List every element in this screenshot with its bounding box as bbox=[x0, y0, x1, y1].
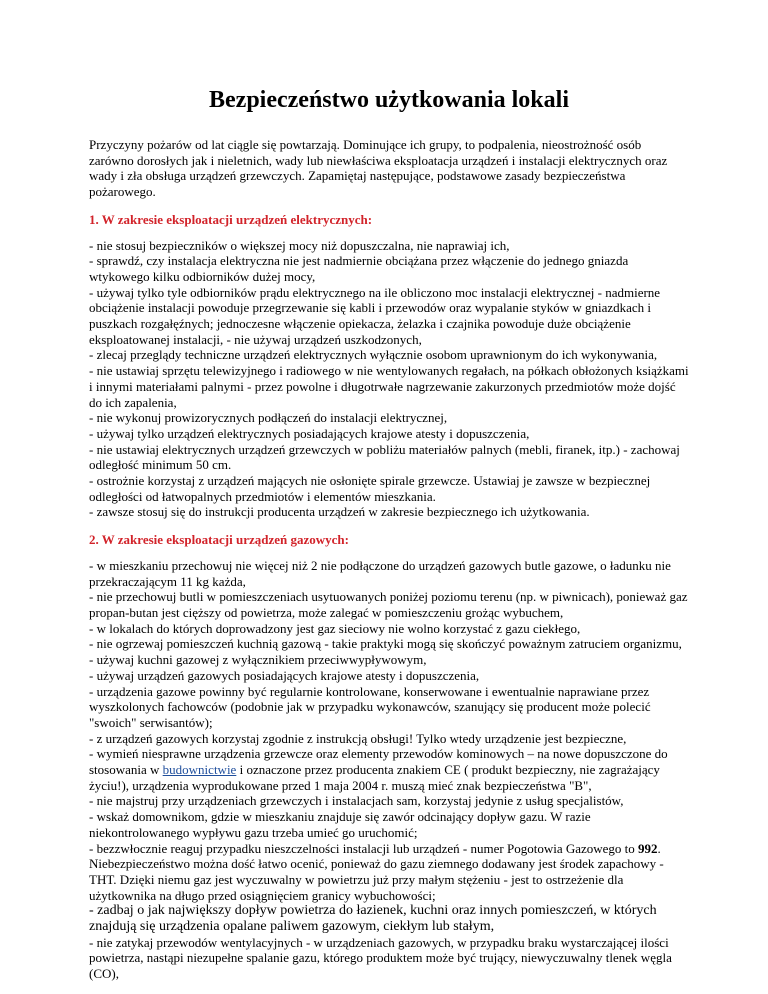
list-item: - ostrożnie korzystaj z urządzeń mających nie osłonięte spirale grzewcze. Ustawiaj je zawsze w bezpiecznej odległości od łatwopalnych przedmiotów i elementów mieszkania. bbox=[89, 473, 651, 504]
list-item-replace bbox=[89, 746, 689, 793]
section1-list bbox=[89, 238, 689, 521]
list-item: - sprawdź, czy instalacja elektryczna nie jest nadmiernie obciążana przez włączenie do jednego gniazda wtykowego kilku odbiorników dużej mocy, bbox=[89, 253, 629, 284]
budownictwo-link[interactable]: budownictwie bbox=[162, 762, 237, 778]
section2-list bbox=[89, 558, 689, 982]
list-item: - zawsze stosuj się do instrukcji producenta urządzeń w zakresie bezpiecznego ich użytkowania. bbox=[89, 504, 590, 520]
list-item: - nie zatykaj przewodów wentylacyjnych - w urządzeniach gazowych, w przypadku braku wystarczającej ilości powietrza, nastąpi niezupełne spalanie gazu, którego produktem może być trujący, niewyczuwalny tlenek węgla (CO), bbox=[89, 934, 672, 982]
list-item: - urządzenia gazowe powinny być regularnie kontrolowane, konserwowane i ewentualnie naprawiane przez wyszkolonych fachowców (podobnie jak w przypadku wykonawców, szanujący się producent może polecić "swoich" serwisantów); bbox=[89, 683, 651, 730]
list-item: - w lokalach do których doprowadzony jest gaz sieciowy nie wolno korzystać z gazu ciekłego, bbox=[89, 620, 581, 636]
intro-paragraph: Przyczyny pożarów od lat ciągle się powtarzają. Dominujące ich grupy, to podpalenia, nieostrożność osób zarówno dorosłych jak i nieletnich, wady lub niewłaściwa eksploatacja urządzeń i instalacji elektrycznych oraz wady i zła obsługa urządzeń grzewczych. Zapamiętaj następujące, podstawowe zasady bezpieczeństwa pożarowego. bbox=[89, 137, 668, 200]
list-item: - nie wykonuj prowizorycznych podłączeń do instalacji elektrycznej, bbox=[89, 410, 448, 426]
section1-heading: 1. W zakresie eksploatacji urządzeń elektrycznych: bbox=[89, 211, 373, 227]
list-item: - używaj tylko tyle odbiorników prądu elektrycznego na ile obliczono moc instalacji elektrycznej - nadmierne obciążenie instalacji powoduje przegrzewanie się kabli i przewodów oraz wypalanie styków w gniazdkach i puszkach rozgałęźnych; jednoczesne włączenie opiekacza, żelazka i czajnika powoduje duże obciążenie eksploatowanej instalacji, - nie używaj urządzeń uszkodzonych, bbox=[89, 284, 661, 347]
list-item: - nie przechowuj butli w pomieszczeniach usytuowanych poniżej poziomu terenu (np. w piwnicach), ponieważ gaz propan-butan jest cięższy od powietrza, może zalegać w pomieszczeniu grożąc wybuchem, bbox=[89, 589, 688, 620]
list-item: - używaj urządzeń gazowych posiadających krajowe atesty i dopuszczenia, bbox=[89, 667, 480, 683]
list-item: - nie stosuj bezpieczników o większej mocy niż dopuszczalna, nie naprawiaj ich, bbox=[89, 237, 510, 253]
section2-heading: 2. W zakresie eksploatacji urządzeń gazowych: bbox=[89, 532, 349, 548]
list-item: Niebezpieczeństwo można dość łatwo ocenić, ponieważ do gazu ziemnego dodawany jest środek zapachowy - THT. Dzięki niemu gaz jest wyczuwalny w powietrzu już przy małym stężeniu - jest to ostrzeżenie dla użytkownika na długo przed osiągnięciem granicy wybuchowości; bbox=[89, 856, 664, 903]
emergency-text-before: - bezzwłocznie reaguj przypadku nieszczelności instalacji lub urządzeń - numer Pogotowia Gazowego to bbox=[89, 840, 639, 856]
list-item-emergency bbox=[89, 841, 689, 857]
replace-text-after: i oznaczone przez producenta znakiem CE ( produkt bezpieczny, nie zagrażający życiu!), urządzenia wyprodukowane przed 1 maja 2004 r. muszą mieć znak bezpieczeństwa "B", bbox=[89, 762, 660, 793]
document-body bbox=[89, 137, 689, 991]
list-item: - w mieszkaniu przechowuj nie więcej niż 2 nie podłączone do urządzeń gazowych butle gazowe, o ładunku nie przekraczającym 11 kg każda, bbox=[89, 557, 671, 589]
list-item: - wskaż domownikom, gdzie w mieszkaniu znajduje się zawór odcinający dopływ gazu. W razie niekontrolowanego wypływu gazu trzeba umieć go uruchomić; bbox=[89, 809, 591, 840]
list-item: - nie majstruj przy urządzeniach grzewczych i instalacjach sam, korzystaj jedynie z usług specjalistów, bbox=[89, 793, 624, 809]
list-item: - zlecaj przeglądy techniczne urządzeń elektrycznych wyłącznie osobom uprawnionym do ich wykonywania, bbox=[89, 347, 658, 363]
replace-text-before: - wymień niesprawne urządzenia grzewcze oraz elementy przewodów kominowych – na nowe dopuszczone do stosowania w bbox=[89, 746, 668, 778]
list-item: - nie ustawiaj sprzętu telewizyjnego i radiowego w nie wentylowanych regałach, na półkach obłożonych książkami i innymi materiałami palnymi - przez powolne i długotrwałe nagrzewanie zakurzonych przedmiotów może dojść do ich zapalenia, bbox=[89, 363, 689, 410]
emergency-number: 992 bbox=[638, 840, 658, 856]
list-item: - z urządzeń gazowych korzystaj zgodnie z instrukcją obsługi! Tylko wtedy urządzenie jest bezpieczne, bbox=[89, 730, 627, 746]
list-item: - nie ogrzewaj pomieszczeń kuchnią gazową - takie praktyki mogą się skończyć poważnym zatruciem organizmu, bbox=[89, 636, 682, 652]
list-item: - nie ustawiaj elektrycznych urządzeń grzewczych w pobliżu materiałów palnych (mebli, firanek, itp.) - zachowaj odległość minimum 50 cm. bbox=[89, 441, 680, 473]
page-title: Bezpieczeństwo użytkowania lokali bbox=[209, 87, 569, 113]
list-item: - zadbaj o jak największy dopływ powietrza do łazienek, kuchni oraz innych pomieszczeń, w których znajdują się urządzenia opalane paliwem gazowym, ciekłym lub stałym, bbox=[89, 903, 657, 935]
emergency-text-after: . bbox=[657, 840, 661, 856]
list-item: - używaj tylko urządzeń elektrycznych posiadających krajowe atesty i dopuszczenia, bbox=[89, 425, 530, 441]
list-item: - używaj kuchni gazowej z wyłącznikiem przeciwwypływowym, bbox=[89, 652, 427, 668]
